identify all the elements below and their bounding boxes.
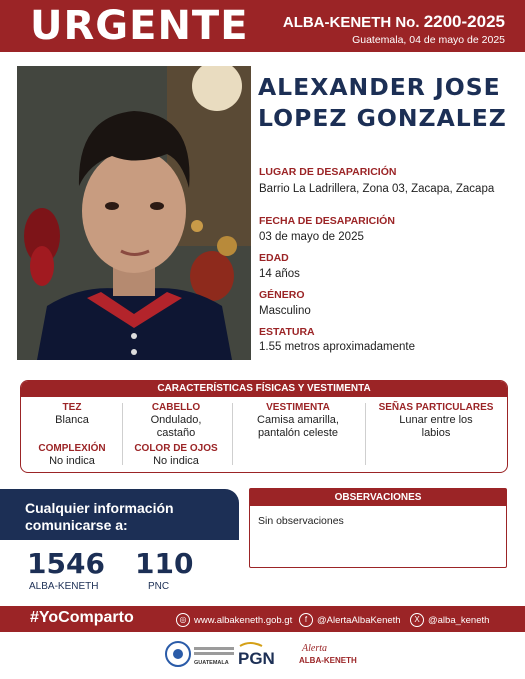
logos-row: [0, 638, 525, 674]
column-divider: [122, 403, 123, 465]
vestimenta-value-2: pantalón celeste: [257, 427, 339, 439]
website-text: www.albakeneth.gob.gt: [194, 614, 293, 626]
alert-date: Guatemala, 04 de mayo de 2025: [352, 34, 505, 46]
observations-text: Sin observaciones: [258, 515, 344, 527]
cabello-value-2: castaño: [156, 427, 196, 439]
phone-pnc[interactable]: 110: [135, 547, 194, 580]
facebook-icon: f: [299, 613, 313, 627]
phone-pnc-label: PNC: [148, 581, 170, 592]
characteristics-panel: [20, 380, 508, 473]
missing-person-photo: [17, 66, 251, 360]
complexion-label: COMPLEXIÓN: [38, 443, 106, 454]
person-name-line1: ALEXANDER JOSE: [258, 73, 501, 101]
vestimenta-value-1: Camisa amarilla,: [257, 414, 339, 426]
person-name-line2: LOPEZ GONZALEZ: [258, 104, 507, 132]
phone-alba-keneth-label: ALBA-KENETH: [29, 581, 99, 592]
senas-cell: [367, 401, 505, 440]
website-link[interactable]: [176, 613, 292, 627]
x-link[interactable]: [410, 613, 489, 627]
tez-cell: [26, 401, 118, 427]
value-genero: Masculino: [259, 305, 311, 317]
characteristics-title: CARACTERÍSTICAS FÍSICAS Y VESTIMENTA: [21, 381, 507, 397]
senas-value-2: labios: [421, 427, 451, 439]
column-divider: [232, 403, 233, 465]
alert-number: [283, 12, 505, 32]
photo-illustration: [17, 66, 251, 360]
value-lugar: Barrio La Ladrillera, Zona 03, Zacapa, Zacapa: [259, 183, 495, 195]
alerta-alba-keneth-logo: [299, 643, 357, 665]
person-name: [258, 72, 513, 134]
footer-bar: [0, 606, 525, 632]
facebook-text: @AlertaAlbaKeneth: [317, 614, 401, 626]
ojos-cell: [124, 442, 228, 468]
value-estatura: 1.55 metros aproximadamente: [259, 341, 415, 353]
vestimenta-label: VESTIMENTA: [266, 402, 330, 413]
logos-graphic: [0, 638, 525, 674]
vestimenta-cell: [234, 401, 362, 440]
urgent-title: URGENTE: [30, 3, 249, 49]
gov-logo-text: GUATEMALA: [194, 660, 229, 666]
observations-title: OBSERVACIONES: [250, 489, 506, 506]
alert-prefix: ALBA-KENETH No.: [282, 14, 420, 31]
senas-label: SEÑAS PARTICULARES: [378, 402, 494, 413]
phone-alba-keneth[interactable]: 1546: [27, 547, 105, 580]
label-estatura: ESTATURA: [259, 326, 315, 338]
cabello-cell: [124, 401, 228, 440]
label-fecha: FECHA DE DESAPARICIÓN: [259, 215, 395, 227]
complexion-cell: [26, 442, 118, 468]
alert-number-value: 2200-2025: [423, 12, 505, 31]
ojos-value: No indica: [153, 455, 199, 467]
svg-text:PGN: PGN: [238, 649, 275, 668]
hashtag: #YoComparto: [30, 609, 134, 626]
header-banner: [0, 0, 525, 52]
x-text: @alba_keneth: [428, 614, 490, 626]
svg-text:ALBA-KENETH: ALBA-KENETH: [299, 656, 357, 665]
svg-text:Alerta: Alerta: [302, 643, 327, 654]
senas-value-1: Lunar entre los: [399, 414, 473, 426]
complexion-value: No indica: [49, 455, 95, 467]
value-fecha: 03 de mayo de 2025: [259, 231, 364, 243]
cabello-label: CABELLO: [151, 402, 201, 413]
label-genero: GÉNERO: [259, 289, 305, 301]
label-edad: EDAD: [259, 252, 289, 264]
observations-panel: [249, 488, 507, 568]
tez-label: TEZ: [62, 402, 82, 413]
globe-icon: ◎: [176, 613, 190, 627]
facebook-link[interactable]: [299, 613, 401, 627]
x-icon: X: [410, 613, 424, 627]
pgn-logo: [238, 643, 275, 668]
column-divider: [365, 403, 366, 465]
value-edad: 14 años: [259, 268, 300, 280]
contact-line2: comunicarse a:: [25, 517, 128, 533]
label-lugar: LUGAR DE DESAPARICIÓN: [259, 166, 397, 178]
contact-banner: [0, 489, 239, 540]
contact-line1: Cualquier información: [25, 500, 174, 516]
tez-value: Blanca: [55, 414, 89, 426]
ojos-label: COLOR DE OJOS: [134, 443, 218, 454]
cabello-value-1: Ondulado,: [150, 414, 202, 426]
